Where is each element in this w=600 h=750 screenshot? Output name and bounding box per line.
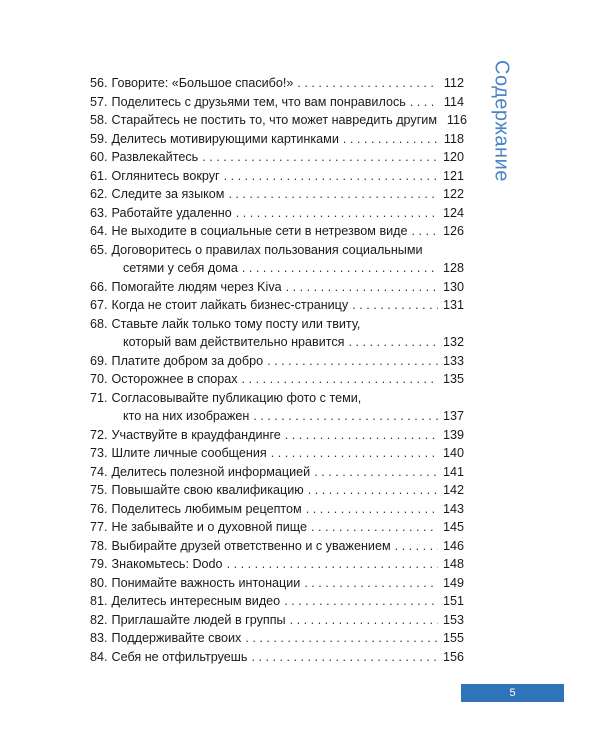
toc-entry-line: [90, 315, 464, 334]
toc-entry-number: 81.: [90, 594, 108, 608]
toc-entry-number: 68.: [90, 316, 108, 331]
toc-entry-number: 80.: [90, 575, 108, 590]
toc-entry[interactable]: [90, 167, 464, 186]
dot-leader: [227, 555, 438, 574]
dot-leader: [410, 93, 438, 112]
toc-entry-page: 132: [442, 335, 464, 349]
toc-entry-line: [90, 74, 464, 93]
toc-entry-number: 59.: [90, 131, 108, 146]
toc-entry-line: [90, 648, 464, 667]
toc-entry-line: [90, 555, 464, 574]
toc-entry-line: [90, 259, 464, 278]
toc-entry-line: [90, 370, 464, 389]
toc-entry-number: 72.: [90, 427, 108, 442]
toc-entry-line: [90, 148, 464, 167]
toc-entry-title: Когда не стоит лайкать бизнес-страницу: [111, 298, 349, 312]
toc-entry[interactable]: [90, 130, 464, 149]
toc-entry-line: [90, 185, 464, 204]
page-number-badge: [461, 684, 564, 702]
toc-entry-page: 122: [442, 187, 464, 201]
toc-entry-title: Приглашайте людей в группы: [111, 612, 286, 627]
toc-entry-page: 153: [442, 612, 464, 627]
toc-entry[interactable]: [90, 537, 464, 556]
dot-leader: [271, 444, 438, 463]
toc-entry-page: 155: [442, 631, 464, 645]
toc-entry[interactable]: [90, 241, 464, 278]
toc-entry-number: 83.: [90, 631, 108, 645]
toc-entry[interactable]: [90, 370, 464, 389]
dot-leader: [267, 352, 438, 371]
toc-entry-page: 141: [442, 464, 464, 479]
toc-entry-line: [90, 241, 464, 260]
toc-entry-line: [90, 333, 464, 352]
toc-entry-title: Делитесь полезной информацией: [111, 464, 311, 479]
toc-entry-title: Делитесь мотивирующими картинками: [111, 131, 339, 146]
toc-entry-page: 146: [442, 538, 464, 553]
toc-entry-page: 116: [446, 113, 467, 127]
toc-entry-number: 79.: [90, 557, 108, 571]
toc-entry-title: Делитесь интересным видео: [111, 594, 281, 608]
section-title-text: Содержание: [490, 60, 513, 182]
toc-entry[interactable]: [90, 389, 464, 426]
toc-entry-line: [90, 611, 464, 630]
toc-entry[interactable]: [90, 222, 464, 241]
dot-leader: [284, 592, 438, 611]
toc-entry-line: [90, 537, 464, 556]
toc-entry-title: Работайте удаленно: [111, 205, 232, 220]
toc-entry-line: [90, 444, 464, 463]
toc-entry[interactable]: [90, 296, 464, 315]
toc-entry-line: [90, 481, 464, 500]
toc-entry-number: 75.: [90, 483, 108, 497]
toc-entry[interactable]: [90, 481, 464, 500]
toc-entry[interactable]: [90, 518, 464, 537]
toc-entry-number: 84.: [90, 649, 108, 664]
dot-leader: [395, 537, 438, 556]
toc-entry-page: 131: [442, 298, 464, 312]
toc-entry-page: 139: [442, 427, 464, 442]
toc-entry-page: 148: [442, 557, 464, 571]
dot-leader: [236, 204, 438, 223]
toc-entry-number: 63.: [90, 205, 108, 220]
toc-entry-page: 130: [442, 279, 464, 294]
toc-entry-page: 128: [442, 261, 464, 275]
toc-entry-line: [90, 204, 464, 223]
toc-entry-title: Старайтесь не постить то, что может навредить другим: [111, 113, 437, 127]
toc-entry-line: [90, 167, 464, 186]
toc-entry-line: [90, 111, 467, 130]
toc-entry-number: 77.: [90, 520, 108, 534]
toc-entry-title: Платите добром за добро: [111, 353, 264, 368]
dot-leader: [304, 574, 438, 593]
table-of-contents: [90, 74, 467, 666]
toc-entry-page: 114: [443, 94, 464, 109]
toc-entry-page: 120: [442, 150, 464, 164]
toc-entry-page: 149: [442, 575, 464, 590]
toc-entry-page: 133: [442, 353, 464, 368]
toc-entry-line: [90, 629, 464, 648]
dot-leader: [253, 407, 438, 426]
dot-leader: [349, 333, 439, 352]
toc-entry-title: который вам действительно нравится: [123, 335, 345, 349]
toc-entry-line: [90, 222, 464, 241]
toc-entry-page: 151: [442, 594, 464, 608]
toc-entry[interactable]: [90, 629, 464, 648]
toc-entry-title: Договоритесь о правилах пользования социальными: [111, 242, 423, 257]
toc-entry-line: [90, 389, 464, 408]
toc-entry-line: [90, 574, 464, 593]
toc-entry-line: [90, 518, 464, 537]
toc-entry-page: 118: [443, 131, 464, 146]
toc-entry[interactable]: [90, 278, 464, 297]
dot-leader: [286, 278, 438, 297]
toc-entry-number: 67.: [90, 298, 108, 312]
toc-entry-line: [90, 352, 464, 371]
toc-entry[interactable]: [90, 648, 464, 667]
toc-entry-number: 78.: [90, 538, 108, 553]
toc-entry[interactable]: [90, 426, 464, 445]
dot-leader: [285, 426, 438, 445]
dot-leader: [412, 222, 438, 241]
dot-leader: [242, 259, 438, 278]
toc-entry-page: 124: [442, 205, 464, 220]
dot-leader: [202, 148, 438, 167]
toc-entry-number: 73.: [90, 446, 108, 460]
toc-entry-title: Поделитесь любимым рецептом: [111, 501, 302, 516]
toc-entry-line: [90, 278, 464, 297]
dot-leader: [297, 74, 438, 93]
toc-entry-page: 143: [442, 501, 464, 516]
toc-entry-page: 135: [442, 372, 464, 386]
toc-entry[interactable]: [90, 93, 464, 112]
toc-entry-number: 65.: [90, 242, 108, 257]
toc-entry-title: Говорите: «Большое спасибо!»: [111, 76, 294, 90]
toc-entry[interactable]: [90, 204, 464, 223]
toc-entry-line: [90, 130, 464, 149]
dot-leader: [228, 185, 438, 204]
toc-entry[interactable]: [90, 574, 464, 593]
toc-entry-title: Выбирайте друзей ответственно и с уважением: [111, 538, 391, 553]
toc-entry-page: 156: [442, 649, 464, 664]
toc-entry[interactable]: [90, 611, 464, 630]
dot-leader: [308, 481, 438, 500]
toc-entry-title: Шлите личные сообщения: [111, 446, 267, 460]
dot-leader: [245, 629, 438, 648]
toc-entry[interactable]: [90, 592, 464, 611]
toc-entry-page: 137: [442, 409, 464, 423]
toc-entry[interactable]: [90, 463, 464, 482]
toc-entry-title: Поддерживайте своих: [111, 631, 242, 645]
toc-entry-number: 64.: [90, 224, 108, 238]
toc-entry-title: Не выходите в социальные сети в нетрезвом виде: [111, 224, 408, 238]
toc-entry[interactable]: [90, 555, 464, 574]
toc-entry-number: 76.: [90, 501, 108, 516]
toc-entry-page: 145: [442, 520, 464, 534]
toc-entry-title: Понимайте важность интонации: [111, 575, 301, 590]
dot-leader: [290, 611, 438, 630]
toc-entry-number: 60.: [90, 150, 108, 164]
dot-leader: [311, 518, 438, 537]
toc-entry-title: Повышайте свою квалификацию: [111, 483, 304, 497]
toc-entry[interactable]: [90, 185, 464, 204]
toc-entry-line: [90, 426, 464, 445]
toc-entry-line: [90, 463, 464, 482]
toc-entry-title: Ставьте лайк только тому посту или твиту,: [111, 316, 361, 331]
toc-entry-number: 70.: [90, 372, 108, 386]
toc-entry-number: 58.: [90, 113, 108, 127]
dot-leader: [224, 167, 438, 186]
toc-entry-title: Помогайте людям через Kiva: [111, 279, 282, 294]
toc-entry-title: Согласовывайте публикацию фото с теми,: [111, 390, 362, 405]
toc-entry-page: 126: [442, 224, 464, 238]
dot-leader: [314, 463, 438, 482]
toc-entry-number: 71.: [90, 390, 108, 405]
toc-entry-title: Не забывайте и о духовной пище: [111, 520, 307, 534]
toc-entry-number: 66.: [90, 279, 108, 294]
dot-leader: [251, 648, 438, 667]
toc-entry-line: [90, 296, 464, 315]
toc-entry-title: Развлекайтесь: [111, 150, 199, 164]
toc-entry-page: 121: [442, 168, 464, 183]
page-number: 5: [509, 687, 516, 699]
toc-entry-title: сетями у себя дома: [123, 261, 238, 275]
toc-entry-title: Оглянитесь вокруг: [111, 168, 220, 183]
toc-entry[interactable]: [90, 148, 464, 167]
toc-entry[interactable]: [90, 500, 464, 519]
toc-entry[interactable]: [90, 74, 464, 93]
toc-entry-title: Следите за языком: [111, 187, 225, 201]
toc-entry-number: 62.: [90, 187, 108, 201]
toc-entry-line: [90, 592, 464, 611]
toc-entry-page: 142: [442, 483, 464, 497]
toc-entry-number: 61.: [90, 168, 108, 183]
toc-entry[interactable]: [90, 444, 464, 463]
toc-entry-page: 140: [442, 446, 464, 460]
dot-leader: [343, 130, 438, 149]
toc-entry[interactable]: [90, 352, 464, 371]
toc-entry-line: [90, 407, 464, 426]
toc-entry-title: Поделитесь с друзьями тем, что вам понравилось: [111, 94, 406, 109]
dot-leader: [242, 370, 438, 389]
toc-entry-line: [90, 93, 464, 112]
toc-entry-number: 74.: [90, 464, 108, 479]
section-title: [482, 60, 520, 200]
toc-entry[interactable]: [90, 315, 464, 352]
toc-entry-number: 56.: [90, 76, 108, 90]
toc-entry-page: 112: [443, 76, 464, 90]
toc-entry-title: Участвуйте в краудфандинге: [111, 427, 281, 442]
toc-entry-number: 69.: [90, 353, 108, 368]
toc-entry-title: кто на них изображен: [123, 409, 250, 423]
toc-entry-title: Себя не отфильтруешь: [111, 649, 248, 664]
dot-leader: [352, 296, 438, 315]
toc-entry-number: 82.: [90, 612, 108, 627]
toc-entry-number: 57.: [90, 94, 108, 109]
toc-entry-title: Осторожнее в спорах: [111, 372, 238, 386]
toc-entry-title: Знакомьтесь: Dodo: [111, 557, 223, 571]
dot-leader: [306, 500, 438, 519]
toc-entry-line: [90, 500, 464, 519]
toc-entry[interactable]: [90, 111, 467, 130]
